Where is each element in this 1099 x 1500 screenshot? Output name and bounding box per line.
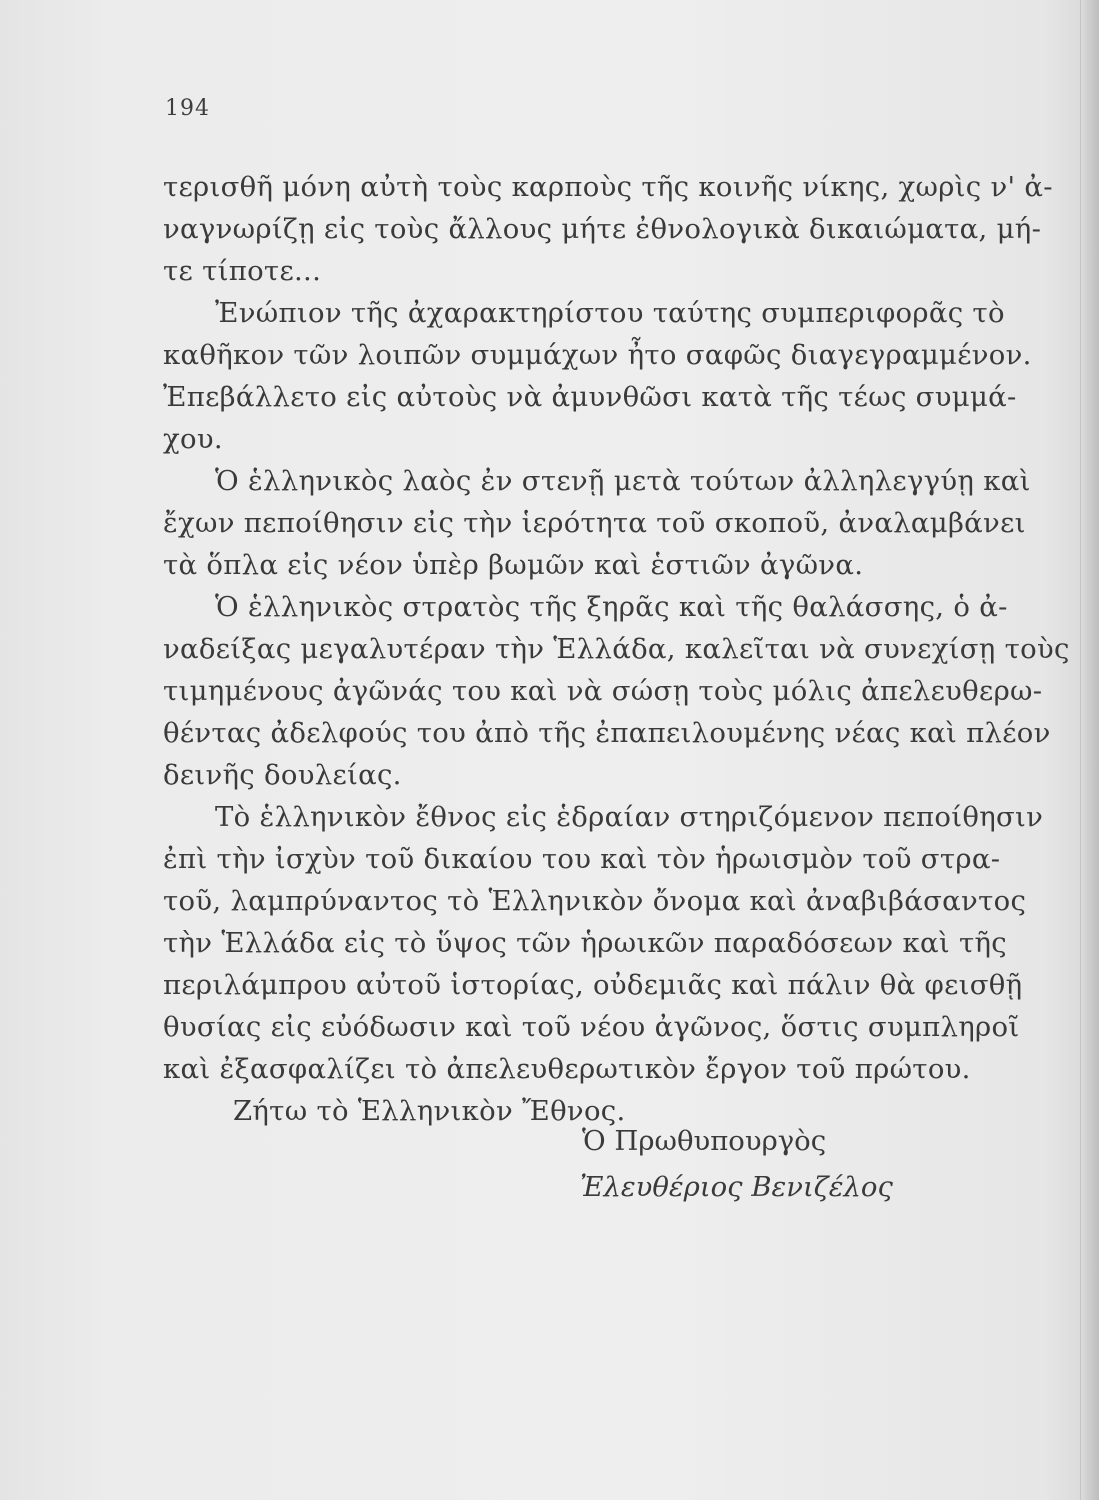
text-line: περιλάμπρου αὐτοῦ ἱστορίας, οὐδεμιᾶς καὶ πάλιν θὰ φεισθῇ (163, 969, 1023, 1001)
text-line: θυσίας εἰς εὐόδωσιν καὶ τοῦ νέου ἀγῶνος, ὅστις συμπληροῖ (163, 1011, 1020, 1043)
text-line: ναγνωρίζῃ εἰς τοὺς ἄλλους μήτε ἐθνολογικὰ δικαιώματα, μή- (163, 213, 1042, 245)
closing-line: Ζήτω τὸ Ἑλληνικὸν Ἔθνος. (233, 1095, 626, 1127)
paragraph-start-line: Ὁ ἑλληνικὸς λαὸς ἐν στενῇ μετὰ τούτων ἀλληλεγγύῃ καὶ (215, 465, 1031, 497)
text-line: χου. (163, 423, 223, 455)
body-text (163, 166, 1070, 1132)
signature-block (580, 1118, 1020, 1210)
page-number: 194 (165, 96, 210, 121)
text-line: δεινῆς δουλείας. (163, 759, 402, 791)
text-line: τιμημένους ἀγῶνάς του καὶ νὰ σώσῃ τοὺς μόλις ἀπελευθερω- (163, 675, 1043, 707)
text-line: ναδείξας μεγαλυτέραν τὴν Ἑλλάδα, καλεῖται νὰ συνεχίσῃ τοὺς (163, 633, 1070, 665)
text-line: τὴν Ἑλλάδα εἰς τὸ ὕψος τῶν ἡρωικῶν παραδόσεων καὶ τῆς (163, 927, 1007, 959)
text-line: καθῆκον τῶν λοιπῶν συμμάχων ἦτο σαφῶς διαγεγραμμένον. (163, 339, 1032, 371)
paragraph-start-line: Ὁ ἑλληνικὸς στρατὸς τῆς ξηρᾶς καὶ τῆς θαλάσσης, ὁ ἀ- (215, 591, 1008, 623)
text-line: θέντας ἀδελφούς του ἀπὸ τῆς ἐπαπειλουμένης νέας καὶ πλέον (163, 717, 1051, 749)
text-line: τὰ ὅπλα εἰς νέον ὑπὲρ βωμῶν καὶ ἑστιῶν ἀγῶνα. (163, 549, 864, 581)
text-line: ἔχων πεποίθησιν εἰς τὴν ἱερότητα τοῦ σκοποῦ, ἀναλαμβάνει (163, 507, 1026, 539)
signature-name: Ἐλευθέριος Βενιζέλος (580, 1171, 893, 1203)
text-line: τερισθῆ μόνη αὐτὴ τοὺς καρποὺς τῆς κοινῆς νίκης, χωρὶς ν' ἀ- (163, 171, 1053, 203)
text-line: τε τίποτε... (163, 255, 322, 287)
paragraph-start-line: Τὸ ἑλληνικὸν ἔθνος εἰς ἑδραίαν στηριζόμενον πεποίθησιν (215, 801, 1044, 833)
paragraph-start-line: Ἐνώπιον τῆς ἀχαρακτηρίστου ταύτης συμπεριφορᾶς τὸ (215, 297, 1005, 329)
text-line: Ἐπεβάλλετο εἰς αὐτοὺς νὰ ἀμυνθῶσι κατὰ τῆς τέως συμμά- (163, 381, 1017, 413)
signature-title: Ὁ Πρωθυπουργὸς (582, 1125, 827, 1157)
page-edge-shadow (1081, 0, 1099, 1500)
text-line: καὶ ἐξασφαλίζει τὸ ἀπελευθερωτικὸν ἔργον τοῦ πρώτου. (163, 1053, 971, 1085)
text-line: ἐπὶ τὴν ἰσχὺν τοῦ δικαίου του καὶ τὸν ἡρωισμὸν τοῦ στρα- (163, 843, 1001, 875)
text-line: τοῦ, λαμπρύναντος τὸ Ἑλληνικὸν ὄνομα καὶ ἀναβιβάσαντος (163, 885, 1027, 917)
